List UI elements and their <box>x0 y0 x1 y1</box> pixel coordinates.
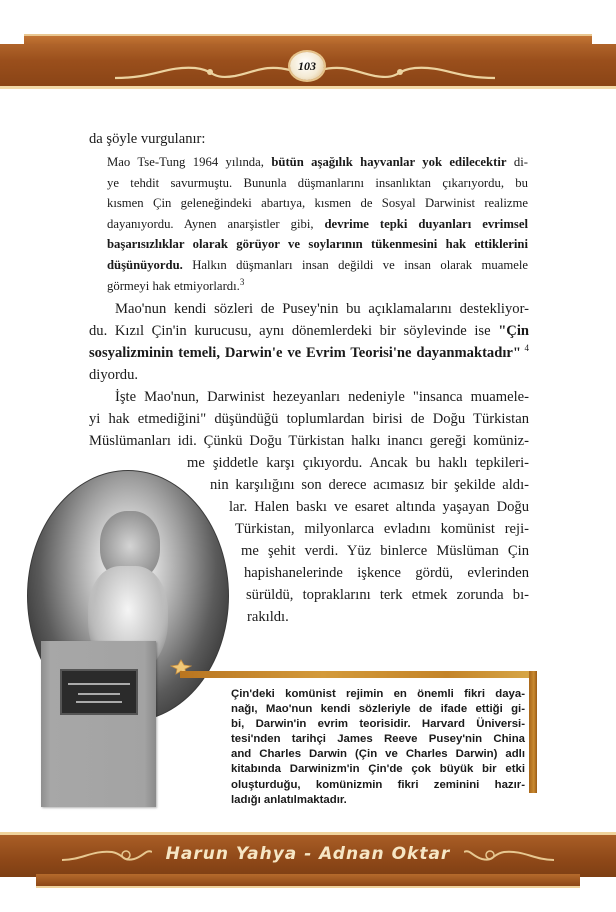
text-run: sosyalizminin temeli, Darwin'e ve Evrim Teorisi'ne dayanmaktadır" <box>89 345 521 361</box>
book-cover-image <box>41 641 156 807</box>
footer-ornament <box>0 828 616 894</box>
text-line <box>89 408 529 430</box>
text-run: du. Kızıl Çin'in kurucusu, aynı dönemlerdeki bir söylevinde ise <box>89 323 499 339</box>
footer-bottom-band <box>36 874 580 888</box>
body-paragraph-1 <box>89 298 529 386</box>
text-run: Halkın düşmanları insan değildi ve insan olarak muamele <box>182 257 528 272</box>
caption-line: and Charles Darwin (Çin ve Charles Darwin) adlı <box>231 748 525 761</box>
text-run: yi hak etmediğini" düşündüğü toplumlardan birisi de Doğu Türkistan <box>89 411 529 427</box>
text-line <box>115 386 529 408</box>
footer-scroll-right-icon <box>464 846 554 864</box>
text-line <box>107 193 528 214</box>
text-line <box>89 430 529 452</box>
text-line <box>247 606 529 628</box>
text-run: sürüldü, topraklarını terk etmek zorunda bı- <box>246 587 529 603</box>
text-line <box>107 173 528 194</box>
text-run: dayanıyordu. Aynen anarşistler gibi, <box>107 216 325 231</box>
header-divider <box>0 86 616 89</box>
text-run: nin karşılığını son derece acımasız bir şekilde aldı- <box>210 477 529 493</box>
text-line <box>89 320 529 342</box>
text-run: devrime tepki duyanları evrimsel <box>324 216 528 231</box>
text-run: ye tehdit savurmuştu. Bununla düşmanlarını insanlıktan çıkarıyordu, bu <box>107 175 528 190</box>
text-line <box>241 540 529 562</box>
text-run: Mao'nun kendi sözleri de Pusey'nin bu açıklamalarını destekliyor- <box>115 301 529 317</box>
text-run: düşünüyordu. <box>107 257 183 272</box>
caption-line: bi, Darwin'in evrim teorisidir. Harvard Üniversi- <box>231 718 525 731</box>
footnote-ref: 3 <box>239 276 245 287</box>
text-line <box>229 496 529 518</box>
text-run: Mao Tse-Tung 1964 yılında, <box>107 155 272 169</box>
text-run: Müslümanları idi. Çünkü Doğu Türkistan halkı inancı gereği komüniz- <box>89 433 529 449</box>
text-run: kısmen Çin geleneğindeki abartıya, kısmen de Sosyal Darwinist realizme <box>107 196 528 211</box>
text-run: Türkistan, milyonlarca evladını komünist reji- <box>235 521 529 537</box>
intro-line <box>89 128 529 150</box>
text-run: lar. Halen baskı ve esaret altında yaşayan Doğu <box>229 499 529 515</box>
text-line <box>115 298 529 320</box>
text-line <box>210 474 529 496</box>
text-run: bütün aşağılık hayvanlar yok edilecektir <box>271 155 507 169</box>
text-run: diyordu. <box>89 367 139 383</box>
book-label <box>60 669 138 715</box>
text-line <box>244 562 529 584</box>
caption-line: oluşturduğu, komünizmin fikri zeminini hazır- <box>231 778 525 791</box>
text-line <box>89 342 529 364</box>
caption-text <box>231 687 525 808</box>
text-line <box>107 214 528 235</box>
footnote-ref: 4 <box>520 343 529 354</box>
text-run: hapishanelerinde işkence gördü, evlerinden <box>244 565 529 581</box>
text-run: di- <box>506 155 528 169</box>
text-line <box>187 452 529 474</box>
text-line <box>89 364 529 386</box>
text-run: başarısızlıklar olarak görüyor ve soylarının tükenmesini hak ettiklerini <box>107 237 528 252</box>
text-line <box>107 234 528 255</box>
caption-line: tesi'nden tarihçi James Reeve Pusey'nin China <box>231 733 525 746</box>
text-run: "Çin <box>498 323 529 339</box>
text-run: görmeyi hak etmiyorlardı. <box>107 278 240 293</box>
caption-line: ladığı anlatılmaktadır. <box>231 793 347 806</box>
page-number: 103 <box>290 52 324 80</box>
text-run: rakıldı. <box>247 609 289 625</box>
text-run: me şiddetle karşı çıkıyordu. Ancak bu haklı tepkileri- <box>187 455 529 471</box>
text-line <box>246 584 529 606</box>
header-ornament <box>0 34 616 96</box>
text-run: İşte Mao'nun, Darwinist hezeyanları nedeniyle "insanca muamele- <box>115 389 529 405</box>
text-line <box>235 518 529 540</box>
caption-line: Çin'deki komünist rejimin en önemli fikri daya- <box>231 688 525 700</box>
text-line <box>107 152 528 173</box>
caption-border-right <box>529 671 537 793</box>
text-line <box>107 276 528 297</box>
intro-text: da şöyle vurgulanır: <box>89 131 206 147</box>
caption-border-top <box>180 671 537 678</box>
block-quote <box>107 152 528 296</box>
caption-line: nağı, Mao'nun kendi sözleriyle de ifade ettiği gi- <box>231 703 525 716</box>
caption-line: kitabında Darwinizm'in Çin'de çok büyük bir etki <box>231 763 525 776</box>
text-line <box>107 255 528 276</box>
footer-author-title: Harun Yahya - Adnan Oktar <box>165 844 451 864</box>
text-run: me şehit verdi. Yüz binlerce Müslüman Çin <box>241 543 529 559</box>
